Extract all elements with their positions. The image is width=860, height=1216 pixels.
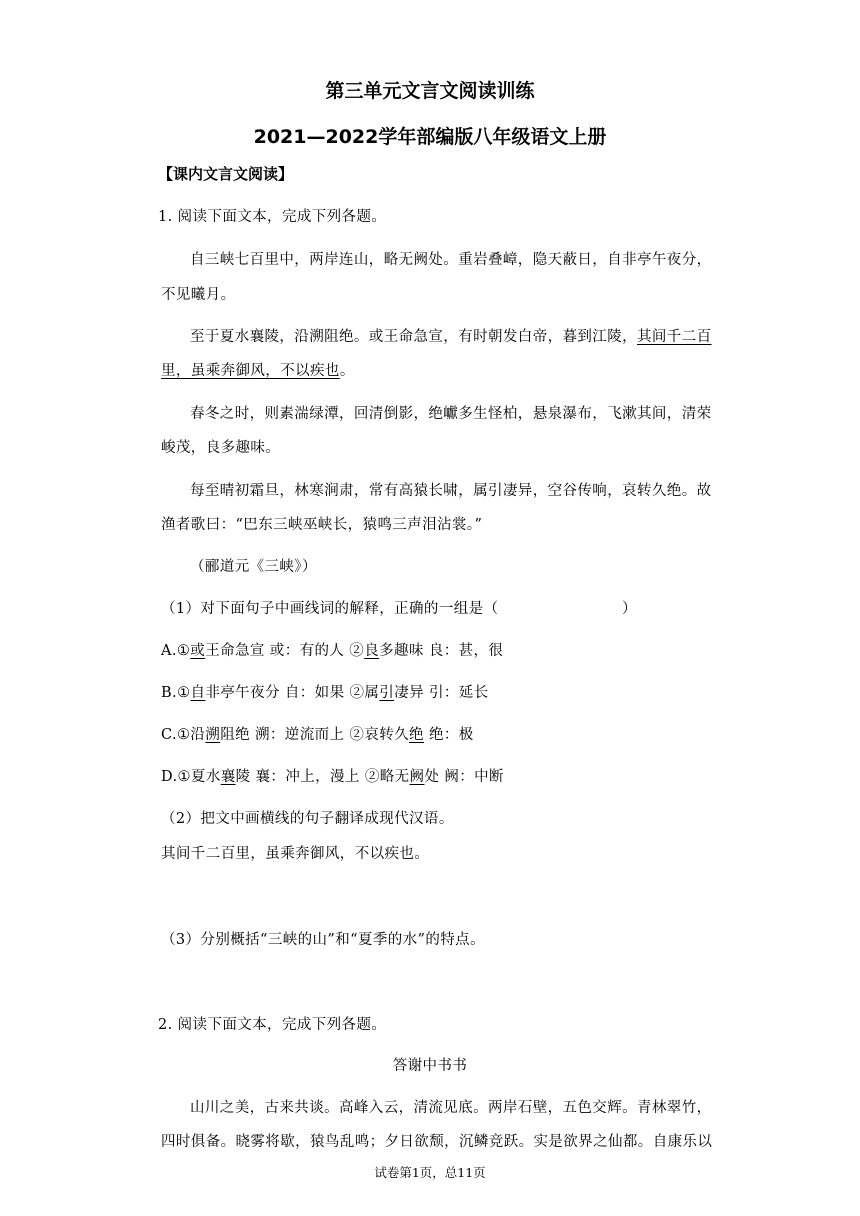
subquestion-3: （3）分别概括“三峡的山”和“夏季的水”的特点。 (161, 932, 485, 948)
underlined-word: 自 (190, 685, 206, 701)
underlined-word: 绝 (409, 727, 424, 743)
passage-line: 渔者歌曰：“巴东三峡巫峡长，猿鸣三声泪沾裳。” (161, 517, 483, 533)
option-a[interactable] (161, 639, 503, 660)
passage-line: 四时俱备。晓雾将歇，猿鸟乱鸣；夕日欲颓，沉鳞竞跃。实是欲界之仙都。自康乐以 (161, 1134, 713, 1150)
question-1-prompt: 1. 阅读下面文本，完成下列各题。 (158, 209, 387, 225)
option-d[interactable] (161, 765, 504, 786)
section-heading: 【课内文言文阅读】 (158, 165, 294, 183)
passage-line: 山川之美，古来共谈。高峰入云，清流见底。两岸石壁，五色交辉。青林翠竹， (190, 1100, 712, 1116)
option-text: 陵 襄：冲上，漫上 ②略无 (235, 769, 410, 785)
subquestion-2: （2）把文中画横线的句子翻译成现代汉语。 (161, 811, 454, 827)
option-b[interactable] (161, 681, 489, 702)
page-footer: 试卷第1页，总11页 (374, 1165, 486, 1180)
passage-line: 春冬之时，则素湍绿潭，回清倒影，绝巘多生怪柏，悬泉瀑布，飞漱其间，清荣 (190, 406, 712, 422)
option-label: B.① (161, 685, 191, 701)
passage-line: 峻茂，良多趣味。 (161, 440, 281, 456)
option-text: 处 阙：中断 (424, 769, 504, 785)
underlined-word: 引 (379, 685, 395, 701)
underlined-word: 襄 (220, 769, 236, 785)
subquestion-1: （1）对下面句子中画线词的解释，正确的一组是（ (161, 601, 499, 617)
passage-source: （郦道元《三峡》） (190, 559, 317, 575)
passage-line: 不见曦月。 (161, 287, 236, 303)
underlined-word: 或 (190, 643, 206, 659)
option-label: A.① (161, 643, 191, 659)
option-text: 绝：极 (423, 727, 474, 743)
option-text: 非亭午夜分 自：如果 ②属 (205, 685, 380, 701)
underlined-sentence: 里，虽乘奔御风，不以疾也 (161, 363, 340, 379)
underlined-word: 阙 (409, 769, 425, 785)
question-2-prompt: 2. 阅读下面文本，完成下列各题。 (158, 1017, 387, 1033)
passage-text: 至于夏水襄陵，沿溯阻绝。或王命急宣，有时朝发白帝，暮到江陵， (190, 329, 637, 345)
answer-blank-close: ） (622, 601, 637, 617)
option-text: 多趣味 良：甚，很 (379, 643, 504, 659)
option-text: 凄异 引：延长 (394, 685, 489, 701)
option-text: 阻绝 溯：逆流而上 ②哀转久 (220, 727, 410, 743)
option-label: D.①夏水 (161, 769, 221, 785)
passage-line (190, 325, 712, 346)
underlined-word: 溯 (205, 727, 221, 743)
underlined-sentence: 其间千二百 (637, 329, 712, 345)
passage-title: 答谢中书书 (392, 1058, 468, 1074)
option-label: C.①沿 (161, 727, 206, 743)
sentence-to-translate: 其间千二百里，虽乘奔御风，不以疾也。 (161, 846, 430, 862)
passage-line (161, 359, 355, 380)
passage-line: 自三峡七百里中，两岸连山，略无阙处。重岩叠嶂，隐天蔽日，自非亭午夜分， (190, 252, 712, 268)
passage-text: 。 (339, 363, 355, 379)
option-text: 王命急宣 或：有的人 ② (205, 643, 365, 659)
option-c[interactable] (161, 723, 474, 744)
passage-line: 每至晴初霜旦，林寒涧肃，常有高猿长啸，属引凄异，空谷传响，哀转久绝。故 (190, 483, 712, 499)
underlined-word: 良 (364, 643, 380, 659)
page-subtitle: 2021—2022学年部编版八年级语文上册 (253, 126, 607, 148)
page-title: 第三单元文言文阅读训练 (325, 80, 535, 102)
